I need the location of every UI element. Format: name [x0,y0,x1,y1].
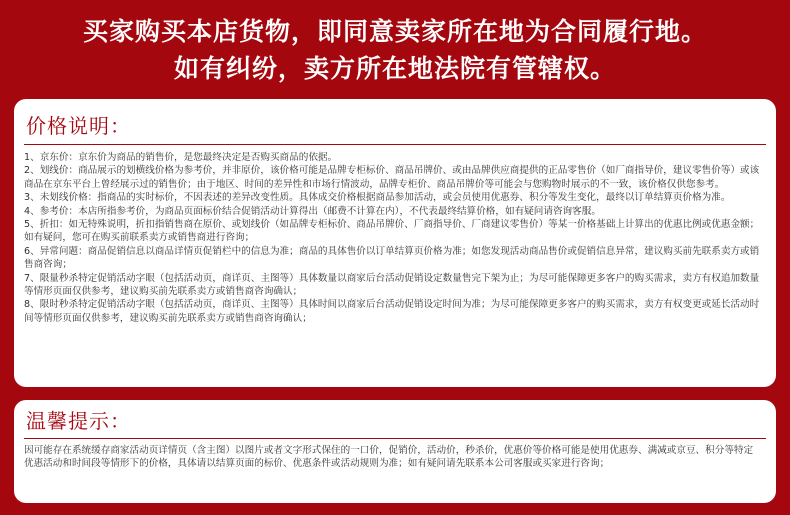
price-item-unlined-price: 3、未划线价格：指商品的实时标价，不因表述的差异改变性质。具体成交价格根据商品参加活动，或会员使用优惠券、积分等发生变化，最终以订单结算页价格为准。 [24,192,731,204]
price-item-discount: 5、折扣：如无特殊说明，折扣指销售商在原价、或划线价（如品牌专柜标价、商品吊牌价、厂商指导价、厂商建议零售价）等某一价格基础上计算出的优惠比例或优惠金额；如有疑问，您可在购买前联系卖方或销售商进行咨询； [24,219,760,244]
price-explanation-divider [24,144,766,145]
banner [0,0,790,96]
price-item-jd-price: 1、京东价：京东价为商品的销售价，是您最终决定是否购买商品的依据。 [24,152,338,163]
price-item-exceptions: 6、异常问题：商品促销信息以商品详情页促销栏中的信息为准；商品的具体售价以订单结算页价格为准；如您发现活动商品售价或促销信息异常，建议购买前先联系卖方或销售商咨询； [24,245,760,271]
warm-tips-list [24,444,762,471]
price-item-reference-price: 4、参考价：本店所指参考价，为商品页面标价结合促销活动计算得出（邮费不计算在内），不代表最终结算价格，如有疑问请咨询客服。 [24,205,601,217]
price-explanation-card [14,99,776,387]
price-item-limited-time: 8、限时秒杀特定促销活动字眼（包括活动页，商详页、主图等）具体时间以商家后台活动促销设定时间为准；为尽可能保障更多客户的购买需求，卖方有权变更或延长活动时间等情形页面仅供参考，建议购买前先联系卖方或销售商咨询确认； [24,299,760,324]
price-explanation-title: 价格说明： [26,114,131,138]
warm-tips-text: 因可能存在系统缓存商家活动页详情页（含主图）以图片或者文字形式保住的一口价，促销价，活动价，秒杀价，优惠价等价格可能是使用优惠券、满减或京豆、积分等特定优惠活动和时间段等情形下的价格，具体请以结算页面的标价、优惠条件或活动规则为准；如有疑问请先联系本公司客服或买家进行咨询； [24,445,754,470]
banner-line-2: 如有纠纷，卖方所在地法院有管辖权。 [173,54,616,83]
warm-tips-card [14,400,776,503]
banner-line-1: 买家购买本店货物，即同意卖家所在地为合同履行地。 [82,17,707,46]
price-explanation-list [24,151,762,325]
warm-tips-title: 温馨提示： [26,409,131,433]
price-item-strikethrough-price: 2、划线价：商品展示的划横线价格为参考价，并非原价，该价格可能是品牌专柜标价、商品吊牌价、或由品牌供应商提供的正品零售价（如厂商指导价，建议零售价等）或该商品在京东平台上曾经展示过的销售价；由于地区、时间的差异性和市场行情波动，品牌专柜价、商品吊牌价等可能会与您购物时展示的不一致，该价格仅供您参考。 [24,165,760,190]
warm-tips-divider [24,438,766,439]
price-item-limited-quantity: 7、限量秒杀特定促销活动字眼（包括活动页，商详页、主图等）具体数量以商家后台活动促销设定数量售完下架为止；为尽可能保障更多客户的购买需求，卖方有权追加数量等情形页面仅供参考，建议购买前先联系卖方或销售商咨询确认； [24,272,760,298]
